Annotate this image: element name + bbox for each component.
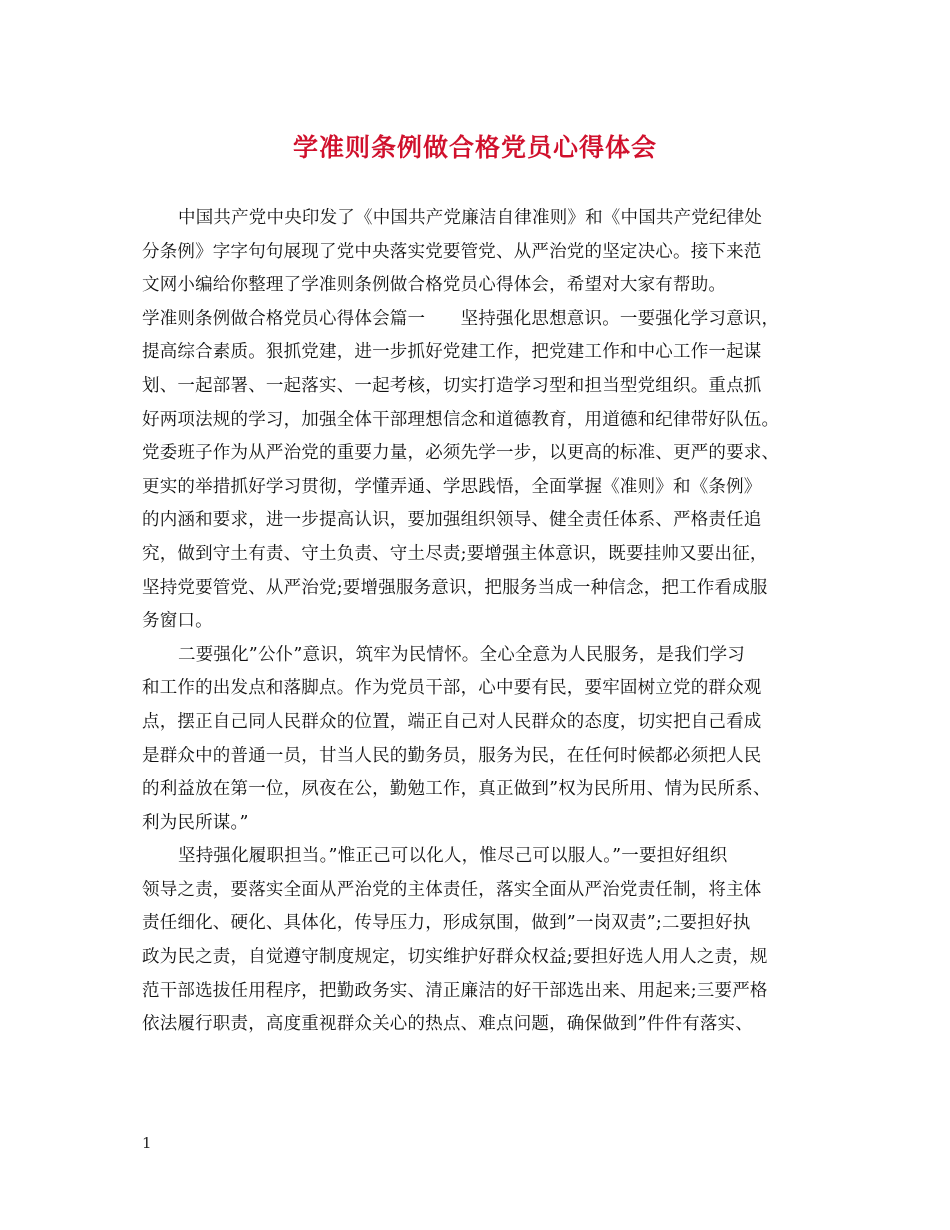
text-line: 好两项法规的学习，加强全体干部理想信念和道德教育，用道德和纪律带好队伍。: [142, 409, 780, 430]
text-line: 的内涵和要求，进一步提高认识，要加强组织领导、健全责任体系、严格责任追: [142, 510, 762, 531]
text-line: 文网小编给你整理了学准则条例做合格党员心得体会，希望对大家有帮助。: [142, 275, 727, 296]
document-body: [142, 202, 822, 1042]
text-line: 二要强化”公仆”意识，筑牢为民情怀。全心全意为人民服务，是我们学习: [178, 644, 745, 665]
text-line: 领导之责，要落实全面从严治党的主体责任，落实全面从严治党责任制，将主体: [142, 879, 762, 900]
text-line: 分条例》字字句句展现了党中央落实党要管党、从严治党的坚定决心。接下来范: [142, 241, 762, 262]
text-line: 依法履行职责，高度重视群众关心的热点、难点问题，确保做到”件件有落实、: [142, 1014, 753, 1035]
document-title: 学准则条例做合格党员心得体会: [292, 133, 657, 162]
text-line: 点，摆正自己同人民群众的位置，端正自己对人民群众的态度，切实把自己看成: [142, 711, 762, 732]
text-line: 是群众中的普通一员，甘当人民的勤务员，服务为民，在任何时候都必须把人民: [142, 745, 762, 766]
text-line: 政为民之责，自觉遵守制度规定，切实维护好群众权益;要担好选人用人之责，规: [142, 947, 768, 968]
text-line: 提高综合素质。狠抓党建，进一步抓好党建工作，把党建工作和中心工作一起谋: [142, 342, 762, 363]
text-line: 的利益放在第一位，夙夜在公，勤勉工作，真正做到”权为民所用、情为民所系、: [142, 779, 771, 800]
text-line: 学准则条例做合格党员心得体会篇一 坚持强化思想意识。一要强化学习意识，: [142, 308, 780, 329]
text-line: 范干部选拔任用程序，把勤政务实、清正廉洁的好干部选出来、用起来;三要严格: [142, 980, 768, 1001]
text-line: 利为民所谋。”: [142, 812, 249, 833]
text-line: 和工作的出发点和落脚点。作为党员干部，心中要有民，要牢固树立党的群众观: [142, 678, 762, 699]
text-line: 更实的举措抓好学习贯彻，学懂弄通、学思践悟，全面掌握《准则》和《条例》: [142, 476, 762, 497]
text-line: 坚持党要管党、从严治党;要增强服务意识，把服务当成一种信念，把工作看成服: [142, 577, 768, 598]
text-line: 务窗口。: [142, 611, 213, 632]
text-line: 中国共产党中央印发了《中国共产党廉洁自律准则》和《中国共产党纪律处: [178, 208, 763, 228]
page-number: 1: [142, 1134, 152, 1152]
text-line: 坚持强化履职担当。”惟正己可以化人，惟尽己可以服人。”一要担好组织: [178, 846, 728, 867]
text-line: 党委班子作为从严治党的重要力量，必须先学一步，以更高的标准、更严的要求、: [142, 443, 780, 464]
text-line: 究，做到守土有责、守土负责、守土尽责;要增强主体意识，既要挂帅又要出征，: [142, 543, 768, 564]
text-line: 责任细化、硬化、具体化，传导压力，形成氛围，做到”一岗双责”;二要担好执: [142, 913, 751, 934]
text-line: 划、一起部署、一起落实、一起考核，切实打造学习型和担当型党组织。重点抓: [142, 375, 762, 396]
